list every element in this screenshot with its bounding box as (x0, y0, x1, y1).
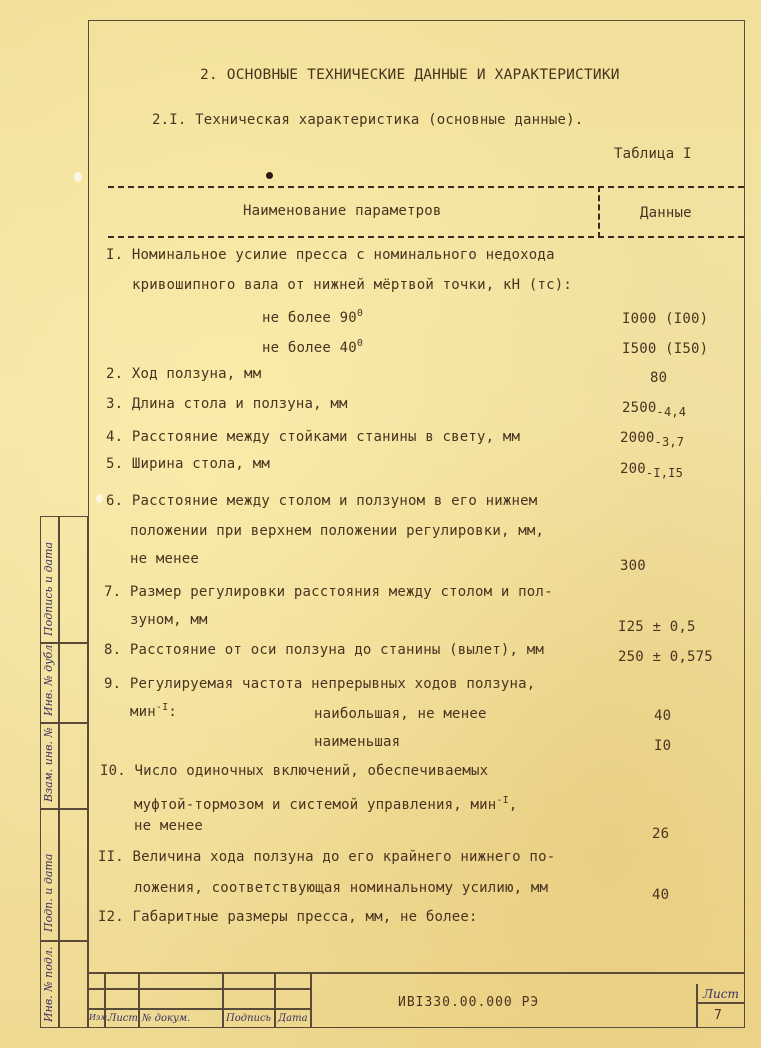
ink-dot (266, 172, 273, 179)
tb-col-doc: № докум. (142, 1013, 191, 1024)
margin-label-vzam-inv: Взам. инв. № (42, 727, 55, 802)
row-5-label: 5. Ширина стола, мм (106, 456, 270, 472)
margin-label-podp-data: Подп. и дата (42, 853, 55, 932)
row-6-value: 300 (620, 558, 646, 574)
margin-row-divider (40, 808, 88, 810)
sheet-cell-left (696, 984, 698, 1028)
row-11-line-2: ложения, соответствующая номинальному усилию, мм (134, 880, 549, 896)
row-9-line-2: мин$^{-I}$: (130, 702, 177, 720)
tb-col-list: Лист (108, 1013, 138, 1024)
title-block-col (310, 972, 312, 1028)
row-1-sub-1-value: I000 (I00) (622, 311, 709, 327)
punch-hole (74, 172, 82, 182)
tb-col-sign: Подпись (226, 1013, 272, 1024)
title-block-row (88, 988, 310, 990)
row-9-sub-1-value: 40 (654, 708, 672, 724)
table-header-divider (598, 186, 600, 238)
row-4-value: $2000_{-3,7}$ (620, 430, 685, 449)
row-12-label: I2. Габаритные размеры пресса, мм, не более: (98, 909, 478, 925)
tb-col-izm: Изм. (89, 1013, 110, 1022)
punch-hole (96, 494, 103, 503)
sheet-label: Лист (703, 987, 739, 1001)
margin-row-divider (40, 722, 88, 724)
title-block-col (222, 972, 224, 1028)
row-3-label: 3. Длина стола и ползуна, мм (106, 396, 348, 412)
row-9-sub-2-value: I0 (654, 738, 672, 754)
row-9-sub-2-label: наименьшая (314, 734, 401, 750)
row-8-label: 8. Расстояние от оси ползуна до станины (вылет), мм (104, 642, 545, 658)
margin-col-divider (58, 516, 60, 1028)
margin-label-inv-dubl: Инв. № дубл. (42, 641, 55, 716)
row-6-line-3: не менее (130, 551, 200, 567)
title-block-col (138, 972, 140, 1028)
row-9-sub-1-label: наибольшая, не менее (314, 706, 487, 722)
section-title: 2. ОСНОВНЫЕ ТЕХНИЧЕСКИЕ ДАННЫЕ И ХАРАКТЕРИСТИКИ (200, 67, 620, 83)
row-10-value: 26 (652, 826, 670, 842)
row-2-value: 80 (650, 370, 668, 386)
title-block-top (88, 972, 745, 974)
row-6-line-2: положении при верхнем положении регулировки, мм, (130, 523, 545, 539)
row-1-sub-2-value: I500 (I50) (622, 341, 709, 357)
margin-row-divider (40, 940, 88, 942)
table-top-border (108, 186, 744, 188)
row-10-line-3: не менее (134, 818, 204, 834)
margin-label-inv-podl: Инв. № подл. (42, 946, 55, 1022)
row-1-sub-2-label: не более $40^0$ (262, 338, 364, 356)
row-3-value: $2500_{-4,4}$ (622, 400, 687, 419)
header-param: Наименование параметров (243, 203, 442, 219)
header-value: Данные (640, 205, 692, 221)
row-7-value: I25 ± 0,5 (618, 619, 696, 635)
row-1-sub-1-label: не более $90^0$ (262, 308, 364, 326)
row-11-line-1: II. Величина хода ползуна до его крайнего нижнего по- (98, 849, 556, 865)
row-1-line-2: кривошипного вала от нижней мёртвой точки, кН (тс): (132, 277, 573, 293)
document-code: ИВI330.00.000 РЭ (398, 995, 540, 1010)
title-block-col (274, 972, 276, 1028)
row-7-line-1: 7. Размер регулировки расстояния между столом и пол- (104, 584, 553, 600)
row-10-line-1: I0. Число одиночных включений, обеспечиваемых (100, 763, 489, 779)
margin-label-sign-date: Подпись и дата (42, 541, 55, 636)
table-label: Таблица I (614, 146, 692, 162)
table-header-bottom-border (108, 236, 744, 238)
sheet-number: 7 (714, 1008, 723, 1023)
row-8-value: 250 ± 0,575 (618, 649, 713, 665)
row-6-line-1: 6. Расстояние между столом и ползуном в его нижнем (106, 493, 538, 509)
tb-col-date: Дата (278, 1013, 308, 1024)
row-2-label: 2. Ход ползуна, мм (106, 366, 262, 382)
sheet-cell-divider (696, 1002, 745, 1004)
title-block-row (88, 1008, 310, 1010)
row-10-line-2: муфтой-тормозом и системой управления, мин$^{-I}$, (134, 795, 518, 813)
row-7-line-2: зуном, мм (130, 612, 208, 628)
row-11-value: 40 (652, 887, 670, 903)
subsection-title: 2.I. Техническая характеристика (основные данные). (152, 112, 584, 128)
row-4-label: 4. Расстояние между стойками станины в свету, мм (106, 429, 521, 445)
row-1-line-1: I. Номинальное усилие пресса с номинального недохода (106, 247, 555, 263)
row-9-line-1: 9. Регулируемая частота непрерывных ходов ползуна, (104, 676, 536, 692)
row-5-value: $200_{-I,I5}$ (620, 461, 684, 480)
